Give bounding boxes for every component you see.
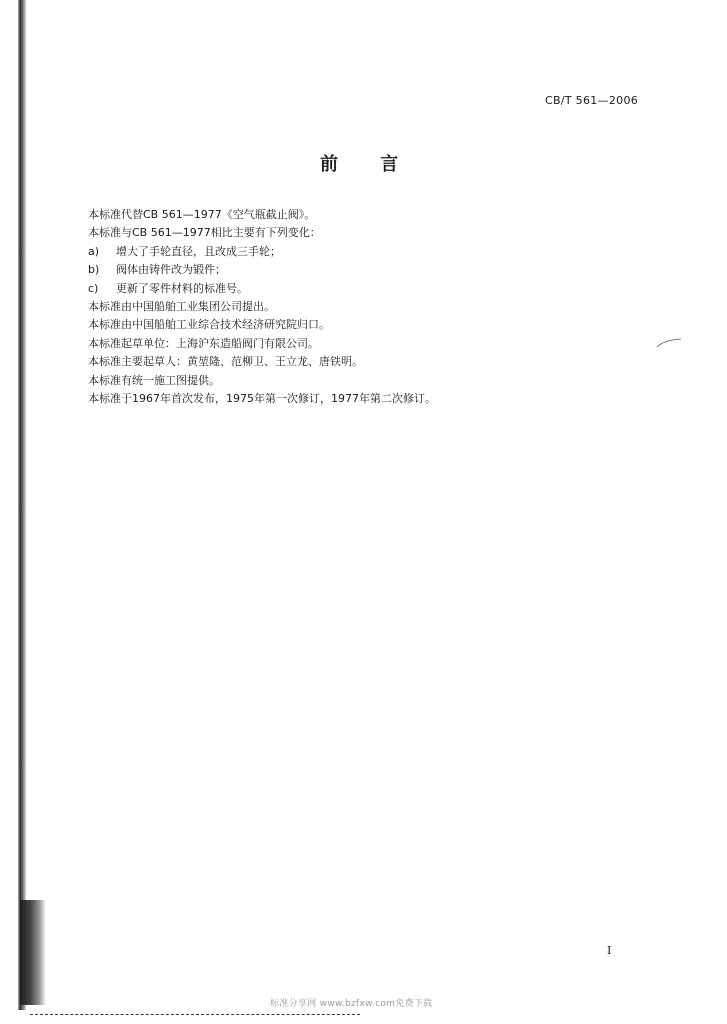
proposer-statement: 本标准由中国船舶工业集团公司提出。 (88, 299, 275, 313)
history-statement: 本标准于1967年首次发布，1975年第一次修订，1977年第二次修订。 (88, 391, 436, 405)
change-item-text: 增大了手轮直径，且改成三手轮； (116, 244, 281, 258)
change-item-mark: b) (88, 263, 100, 277)
preface-body (88, 206, 648, 408)
change-item (88, 261, 648, 279)
scan-stray-mark (656, 338, 682, 348)
footer-rule (30, 1014, 360, 1015)
page-title: 前 言 (320, 154, 417, 175)
drafters-statement: 本标准主要起草人：黄堃隆、范柳卫、王立龙、唐铁明。 (88, 355, 363, 369)
drafting-unit-statement: 本标准起草单位：上海沪东造船阀门有限公司。 (88, 336, 319, 350)
page-number: I (607, 944, 612, 957)
scan-edge-shadow (20, 900, 46, 1005)
drawing-statement: 本标准有统一施工图提供。 (88, 373, 220, 387)
scan-edge (18, 0, 26, 1010)
change-item-text: 阀体由铸件改为锻件； (116, 263, 226, 277)
changes-intro: 本标准与CB 561—1977相比主要有下列变化： (88, 226, 321, 240)
centralizing-statement: 本标准由中国船舶工业综合技术经济研究院归口。 (88, 318, 330, 332)
standard-code: CB/T 561—2006 (545, 94, 639, 107)
change-item-mark: a) (88, 244, 100, 258)
change-item-text: 更新了零件材料的标准号。 (116, 281, 248, 295)
change-item (88, 243, 648, 261)
change-item-mark: c) (88, 281, 99, 295)
footer-watermark: 标准分享网 www.bzfxw.com免费下载 (270, 999, 433, 1009)
change-item (88, 280, 648, 298)
replacement-statement: 本标准代替CB 561—1977《空气瓶截止阀》。 (88, 208, 316, 221)
